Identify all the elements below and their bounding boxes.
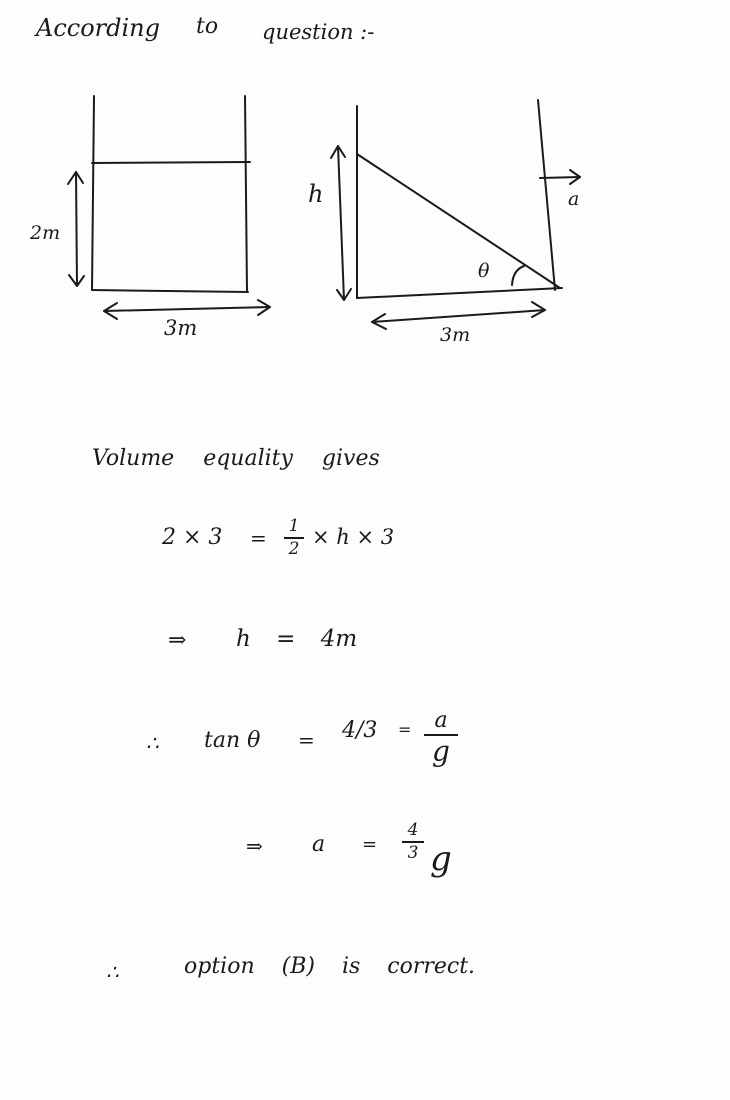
eq1-half-fraction [284, 518, 304, 558]
left-container-figure [68, 96, 270, 319]
right-container-right-wall [538, 100, 555, 290]
right-height-label: h [308, 180, 324, 208]
eq4-equals: = [362, 834, 378, 855]
eq1-frac-numerator: 1 [288, 516, 300, 536]
left-height-label: 2m [30, 222, 61, 244]
acceleration-label: a [568, 188, 580, 210]
right-container-bottom [357, 288, 562, 298]
eq4-implies: ⇒ [246, 834, 263, 858]
left-width-label: 3m [164, 316, 198, 340]
left-container-right-wall [245, 96, 247, 292]
left-container-bottom [92, 290, 248, 292]
acceleration-arrow [540, 177, 580, 178]
conclusion-text: option (B) is correct. [184, 954, 476, 979]
conclusion-therefore: ∴ [106, 960, 119, 984]
left-height-dimension [76, 172, 77, 286]
angle-theta-label: θ [478, 260, 490, 282]
eq4-a: a [312, 832, 326, 857]
eq1-frac-denominator: 2 [288, 539, 300, 559]
right-container-figure [331, 100, 580, 329]
eq3-four-thirds: 4/3 [342, 718, 378, 743]
eq4-four-thirds-fraction [402, 822, 424, 862]
eq1-lhs: 2 × 3 [162, 525, 223, 550]
eq2-implies: ⇒ [168, 628, 187, 653]
right-width-label: 3m [440, 324, 471, 346]
diagram-figures [0, 0, 730, 400]
right-width-dimension [372, 310, 545, 322]
eq3-frac-numerator: a [434, 708, 448, 733]
eq2-text: h = 4m [236, 626, 358, 652]
eq3-therefore: ∴ [146, 731, 159, 755]
eq1-equals: = [250, 526, 267, 550]
volume-equality-line: Volume equality gives [92, 446, 380, 471]
eq3-tan-theta: tan θ [204, 728, 261, 753]
eq4-frac-numerator: 4 [407, 820, 419, 840]
eq3-equals-2: = [398, 720, 412, 739]
heading-word-question: question :- [262, 20, 375, 44]
inclined-water-surface [357, 154, 560, 288]
eq1-rest: × h × 3 [312, 525, 395, 549]
eq3-equals: = [298, 728, 315, 752]
left-container-left-wall [92, 96, 94, 290]
eq4-g: g [430, 839, 452, 879]
heading-word-to: to [196, 14, 219, 39]
eq3-frac-denominator: g [432, 735, 450, 768]
left-width-dimension [104, 307, 270, 311]
right-height-dimension [338, 146, 344, 300]
eq3-a-over-g-fraction [424, 710, 458, 766]
heading-word-according: According [36, 14, 160, 42]
eq4-frac-denominator: 3 [407, 843, 419, 863]
left-water-surface [92, 162, 250, 163]
angle-arc [512, 266, 524, 285]
